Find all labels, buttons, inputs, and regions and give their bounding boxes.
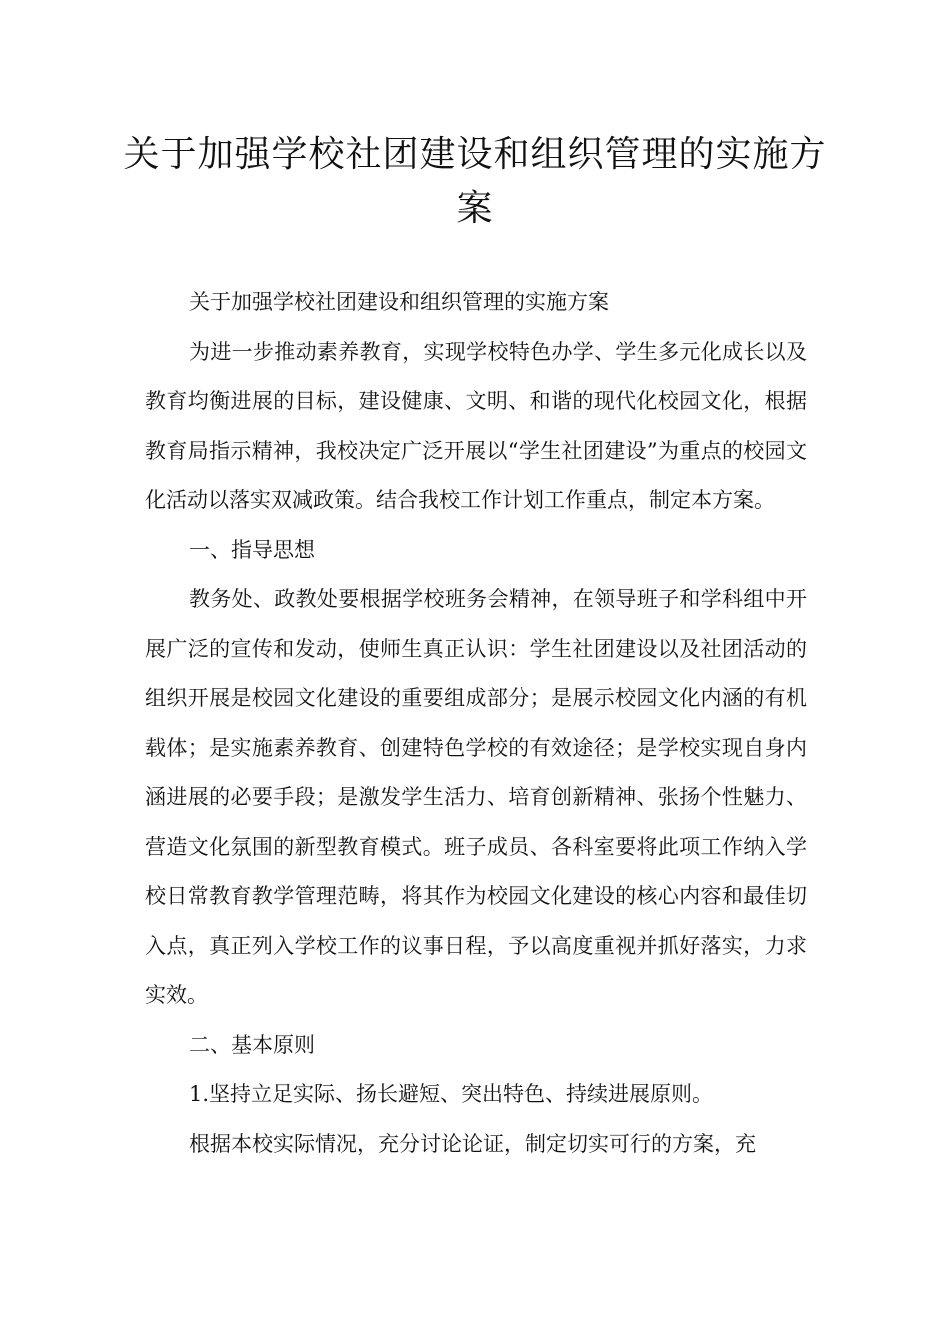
section-heading-basic-principles: 二、基本原则 (189, 1032, 315, 1057)
principle-1-heading: 1.坚持立足实际、扬长避短、突出特色、持续进展原则。 (189, 1082, 714, 1106)
document-body (145, 278, 807, 1169)
guiding-ideology-paragraph: 教务处、政教处要根据学校班务会精神，在领导班子和学科组中开展广泛的宣传和发动，使师生真正认识：学生社团建设以及社团活动的组织开展是校园文化建设的重要组成部分；是展示校园文化内涵的有机载体；是实施素养教育、创建特色学校的有效途径；是学校实现自身内涵进展的必要手段；是激发学生活力、培育创新精神、张扬个性魅力、营造文化氛围的新型教育模式。班子成员、各科室要将此项工作纳入学校日常教育教学管理范畴，将其作为校园文化建设的核心内容和最佳切入点，真正列入学校工作的议事日程，予以高度重视并抓好落实，力求实效。 (145, 587, 807, 1007)
document-title: 关于加强学校社团建设和组织管理的实施方案 (123, 134, 827, 229)
intro-paragraph: 为进一步推动素养教育，实现学校特色办学、学生多元化成长以及教育均衡进展的目标，建设健康、文明、和谐的现代化校园文化，根据教育局指示精神，我校决定广泛开展以“学生社团建设”为重点的校园文化活动以落实双减政策。结合我校工作计划工作重点，制定本方案。 (145, 339, 807, 512)
principle-1-paragraph: 根据本校实际情况，充分讨论论证，制定切实可行的方案，充 (189, 1131, 756, 1156)
subtitle-line: 关于加强学校社团建设和组织管理的实施方案 (189, 290, 609, 314)
section-heading-guiding-ideology: 一、指导思想 (189, 537, 315, 562)
